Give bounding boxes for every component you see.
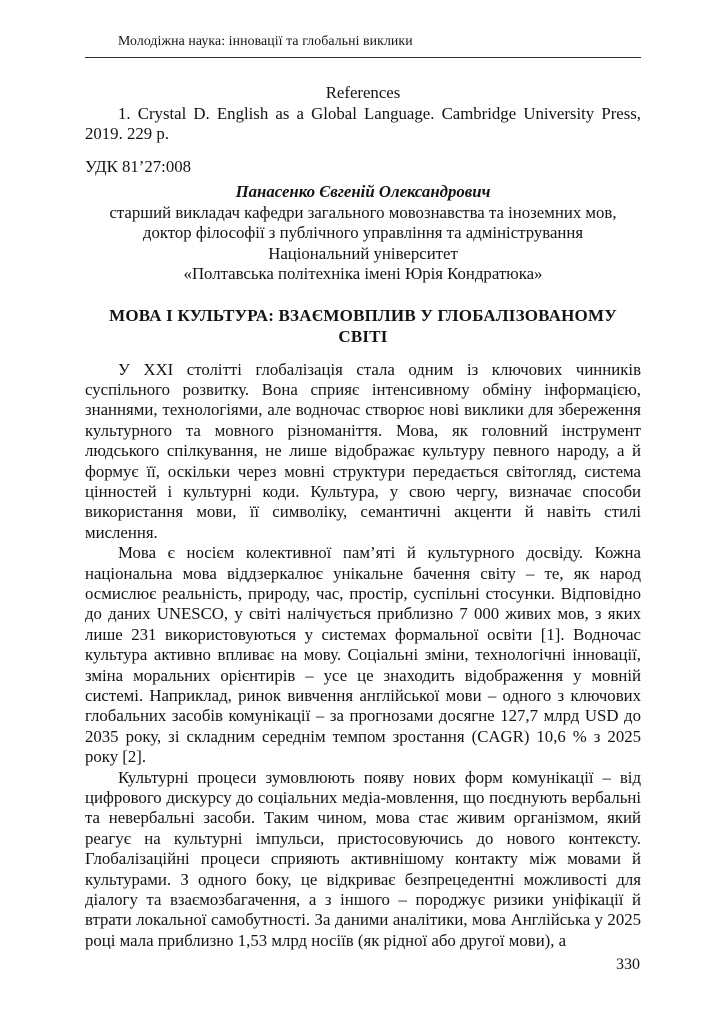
- body-paragraph: У XXI столітті глобалізація стала одним із ключових чинників суспільного розвитку. Вона сприяє інтенсивному обміну інформацією, знаннями, технологіями, але водночас створює нові виклики для збереження культурного та мовного різноманіття. Мова, як головний інструмент людського спілкування, не лише відображає культуру певного народу, а й формує її, оскільки через мовні структури передається світогляд, система цінностей і культурні коди. Культура, у свою чергу, визначає способи використання мови, її символіку, семантичні акценти й навіть стилі мислення.: [85, 359, 641, 542]
- body-paragraph: Культурні процеси зумовлюють появу нових форм комунікації – від цифрового дискурсу до соціальних медіа-мовлення, що поєднують вербальні та невербальні засоби. Таким чином, мова стає живим організмом, який реагує на культурні імпульси, пристосовуючись до нового контексту. Глобалізаційні процеси сприяють активнішому контакту між мовами й культурами. З одного боку, це відкриває безпрецедентні можливості для діалогу та взаємозбагачення, а з іншого – породжує ризики уніфікації й втрати локальної самобутності. За даними аналітики, мова Англійська у 2025 році мала приблизно 1,53 млрд носіїв (як рідної або другої мови), а: [85, 767, 641, 950]
- article-title: МОВА І КУЛЬТУРА: ВЗАЄМОВПЛИВ У ГЛОБАЛІЗОВАНОМУ СВІТІ: [109, 305, 617, 346]
- affiliation-line: «Полтавська політехніка імені Юрія Кондратюка»: [183, 264, 543, 283]
- author-name: Панасенко Євгеній Олександрович: [235, 182, 491, 201]
- affiliation-line: Національний університет: [268, 243, 458, 263]
- references-heading: References: [325, 83, 401, 102]
- page-content: [85, 0, 641, 951]
- affiliation-line: старший викладач кафедри загального мовознавства та іноземних мов,: [109, 202, 617, 222]
- running-header: Молодіжна наука: інновації та глобальні виклики: [118, 33, 413, 48]
- affiliation-line: доктор філософії з публічного управління та адміністрування: [142, 223, 584, 242]
- page-number: 330: [616, 956, 640, 973]
- header-rule: [85, 57, 641, 58]
- body-paragraph: Мова є носієм колективної пам’яті й культурного досвіду. Кожна національна мова віддзеркалює унікальне бачення світу – те, як народ осмислює реальність, природу, час, простір, суспільні стосунки. Відповідно до даних UNESCO, у світі налічується приблизно 7 000 живих мов, з яких лише 231 використовуються у системах формальної освіти [1]. Водночас культура активно впливає на мову. Соціальні зміни, технологічні інновації, зміна моральних орієнтирів – усе це знаходить відображення у мовній системі. Наприклад, ринок вивчення англійської мови – одного з ключових глобальних засобів комунікації – за прогнозами досягне 127,7 млрд USD до 2035 року, зі складним середнім темпом зростання (CAGR) 10,6 % з 2025 року [2].: [85, 543, 641, 767]
- reference-item: 1. Crystal D. English as a Global Language. Cambridge University Press, 2019. 229 p.: [85, 103, 641, 143]
- udc-code: УДК 81’27:008: [85, 156, 192, 176]
